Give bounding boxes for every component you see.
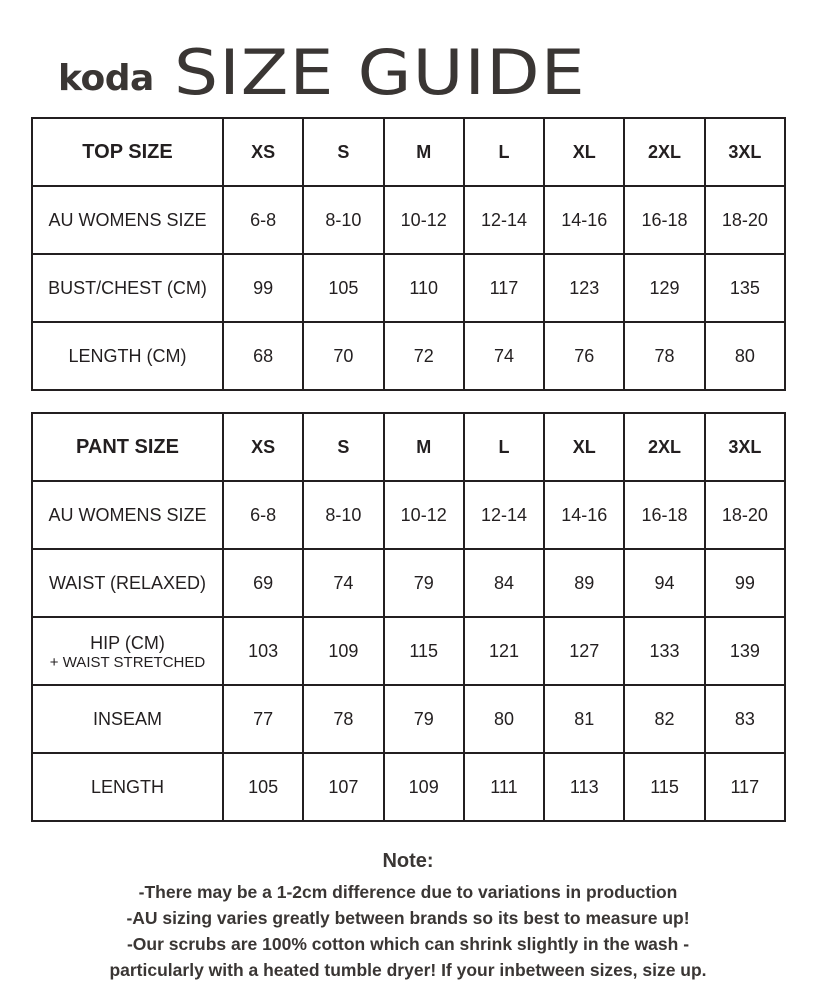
row-label: LENGTH <box>32 753 223 821</box>
table-cell: 80 <box>705 322 785 390</box>
table-cell: 81 <box>544 685 624 753</box>
size-header-xs: XS <box>223 118 303 186</box>
table-cell: 78 <box>303 685 383 753</box>
note-section <box>0 850 816 983</box>
page-title: SIZE GUIDE <box>174 36 586 109</box>
table-row <box>32 753 785 821</box>
size-header-m: M <box>384 413 464 481</box>
size-header-xl: XL <box>544 413 624 481</box>
size-header-l: L <box>464 413 544 481</box>
size-header-xl: XL <box>544 118 624 186</box>
table-cell: 109 <box>384 753 464 821</box>
table-cell: 94 <box>624 549 704 617</box>
table-cell: 113 <box>544 753 624 821</box>
table-row <box>32 685 785 753</box>
table-cell: 10-12 <box>384 186 464 254</box>
table-cell: 78 <box>624 322 704 390</box>
size-header-xs: XS <box>223 413 303 481</box>
note-line: particularly with a heated tumble dryer! If your inbetween sizes, size up. <box>109 960 707 980</box>
top-size-table <box>31 117 786 391</box>
note-line: -Our scrubs are 100% cotton which can shrink slightly in the wash - <box>126 934 690 954</box>
row-label: AU WOMENS SIZE <box>32 481 223 549</box>
brand-logo: koda <box>58 58 154 99</box>
table-cell: 79 <box>384 549 464 617</box>
row-label: BUST/CHEST (CM) <box>32 254 223 322</box>
table-cell: 77 <box>223 685 303 753</box>
table-cell: 8-10 <box>303 481 383 549</box>
table-cell: 117 <box>705 753 785 821</box>
table-cell: 127 <box>544 617 624 685</box>
pant-size-table <box>31 412 786 822</box>
table-cell: 70 <box>303 322 383 390</box>
table-cell: 72 <box>384 322 464 390</box>
table-cell: 115 <box>384 617 464 685</box>
top-size-header: TOP SIZE <box>32 118 223 186</box>
note-line: -There may be a 1-2cm difference due to variations in production <box>138 882 678 902</box>
table-cell: 79 <box>384 685 464 753</box>
table-cell: 74 <box>303 549 383 617</box>
table-cell: 6-8 <box>223 481 303 549</box>
note-title: Note: <box>382 850 434 872</box>
table-row <box>32 549 785 617</box>
row-label: INSEAM <box>32 685 223 753</box>
table-cell: 103 <box>223 617 303 685</box>
row-label: WAIST (RELAXED) <box>32 549 223 617</box>
table-cell: 99 <box>705 549 785 617</box>
table-cell: 111 <box>464 753 544 821</box>
size-header-m: M <box>384 118 464 186</box>
table-cell: 69 <box>223 549 303 617</box>
table-cell: 6-8 <box>223 186 303 254</box>
size-header-s: S <box>303 118 383 186</box>
table-header-row <box>32 413 785 481</box>
table-row <box>32 254 785 322</box>
table-cell: 68 <box>223 322 303 390</box>
table-cell: 16-18 <box>624 481 704 549</box>
table-row <box>32 186 785 254</box>
table-cell: 89 <box>544 549 624 617</box>
row-label-sub: + WAIST STRETCHED <box>49 653 206 671</box>
table-cell: 74 <box>464 322 544 390</box>
table-row <box>32 617 785 685</box>
size-header-3xl: 3XL <box>705 118 785 186</box>
table-cell: 16-18 <box>624 186 704 254</box>
table-cell: 123 <box>544 254 624 322</box>
table-cell: 12-14 <box>464 186 544 254</box>
table-cell: 18-20 <box>705 481 785 549</box>
size-header-2xl: 2XL <box>624 118 704 186</box>
table-cell: 14-16 <box>544 481 624 549</box>
table-cell: 83 <box>705 685 785 753</box>
row-label: AU WOMENS SIZE <box>32 186 223 254</box>
table-cell: 133 <box>624 617 704 685</box>
pant-size-header: PANT SIZE <box>32 413 223 481</box>
table-cell: 82 <box>624 685 704 753</box>
table-cell: 139 <box>705 617 785 685</box>
table-cell: 76 <box>544 322 624 390</box>
table-cell: 105 <box>303 254 383 322</box>
table-cell: 18-20 <box>705 186 785 254</box>
table-cell: 121 <box>464 617 544 685</box>
table-cell: 105 <box>223 753 303 821</box>
table-cell: 110 <box>384 254 464 322</box>
table-cell: 80 <box>464 685 544 753</box>
size-header-s: S <box>303 413 383 481</box>
row-label: LENGTH (CM) <box>32 322 223 390</box>
table-cell: 129 <box>624 254 704 322</box>
page-header <box>0 36 816 109</box>
table-cell: 10-12 <box>384 481 464 549</box>
table-cell: 8-10 <box>303 186 383 254</box>
row-label <box>32 617 223 685</box>
table-cell: 135 <box>705 254 785 322</box>
size-header-3xl: 3XL <box>705 413 785 481</box>
table-row <box>32 481 785 549</box>
table-cell: 14-16 <box>544 186 624 254</box>
size-header-l: L <box>464 118 544 186</box>
table-cell: 12-14 <box>464 481 544 549</box>
table-cell: 109 <box>303 617 383 685</box>
size-header-2xl: 2XL <box>624 413 704 481</box>
table-cell: 117 <box>464 254 544 322</box>
note-line: -AU sizing varies greatly between brands so its best to measure up! <box>126 908 690 928</box>
table-cell: 84 <box>464 549 544 617</box>
table-cell: 107 <box>303 753 383 821</box>
table-row <box>32 322 785 390</box>
row-label-main: HIP (CM) <box>90 632 165 653</box>
table-header-row <box>32 118 785 186</box>
table-cell: 115 <box>624 753 704 821</box>
table-cell: 99 <box>223 254 303 322</box>
